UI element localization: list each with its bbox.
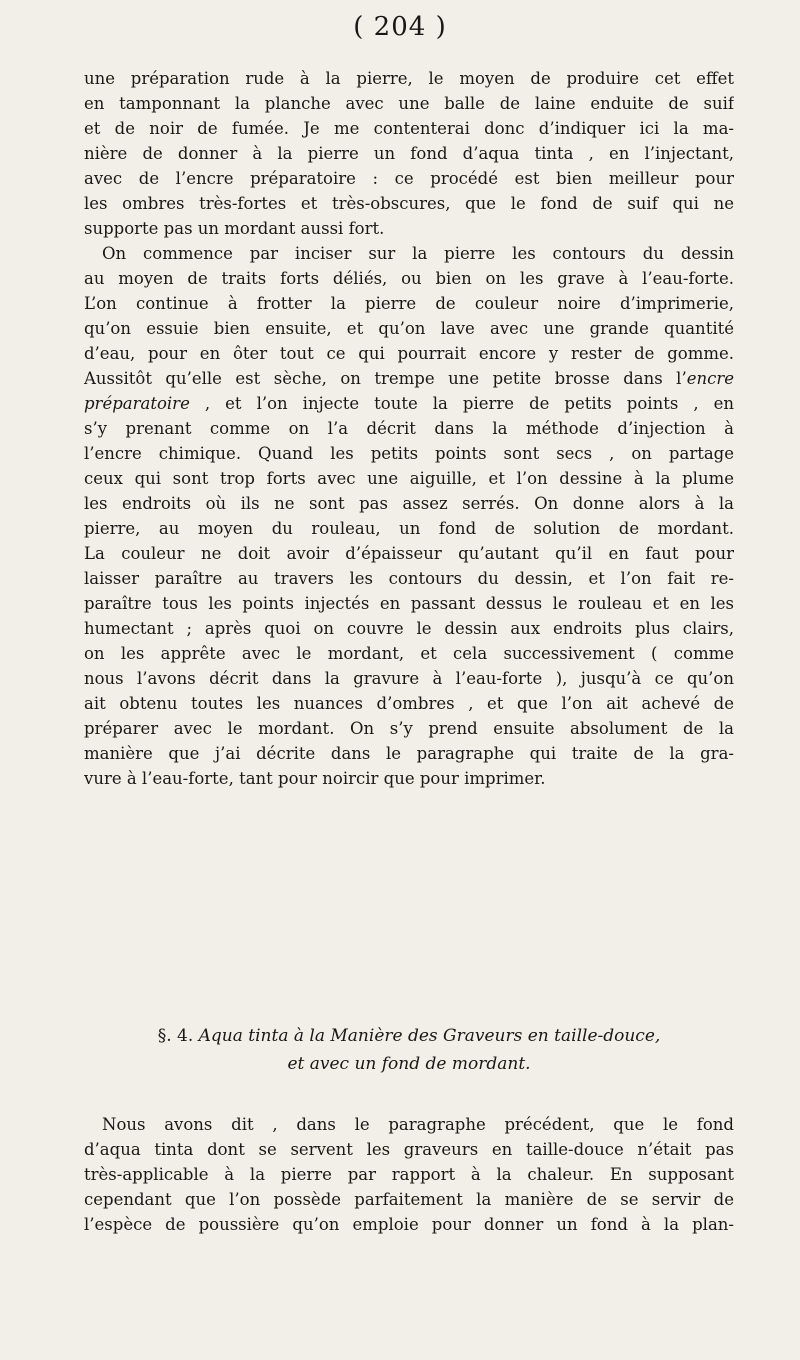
text-line: cependant que l’on possède parfaitement la manière de se servir de: [84, 1190, 734, 1209]
text-line: d’eau, pour en ôter tout ce qui pourrait encore y rester de gomme.: [84, 344, 734, 363]
text-line: s’y prenant comme on l’a décrit dans la méthode d’injection à: [84, 419, 734, 438]
text-line-mixed: [84, 366, 734, 391]
text-line: Nous avons dit , dans le paragraphe précédent, que le fond: [102, 1115, 734, 1134]
text-line: très-applicable à la pierre par rapport à la chaleur. En supposant: [84, 1165, 734, 1184]
text-line: humectant ; après quoi on couvre le dessin aux endroits plus clairs,: [84, 619, 734, 638]
section-number: §. 4.: [157, 1026, 194, 1046]
text-line: La couleur ne doit avoir d’épaisseur qu’autant qu’il en faut pour: [84, 544, 734, 563]
text-line: paraître tous les points injectés en passant dessus le rouleau et en les: [84, 594, 734, 613]
text-line: pierre, au moyen du rouleau, un fond de solution de mordant.: [84, 519, 734, 538]
section-heading-line1: [84, 1022, 734, 1050]
text-line: nous l’avons décrit dans la gravure à l’eau-forte ), jusqu’à ce qu’on: [84, 669, 734, 688]
text-line: vure à l’eau-forte, tant pour noircir que pour imprimer.: [84, 769, 546, 788]
text-line: en tamponnant la planche avec une balle de laine enduite de suif: [84, 94, 734, 113]
text-line: avec de l’encre préparatoire : ce procédé est bien meilleur pour: [84, 169, 734, 188]
text-line: L’on continue à frotter la pierre de couleur noire d’imprimerie,: [84, 294, 734, 313]
text-line-mixed: [84, 391, 734, 416]
text-line: ait obtenu toutes les nuances d’ombres , et que l’on ait achevé de: [84, 694, 734, 713]
text-line: préparer avec le mordant. On s’y prend ensuite absolument de la: [84, 719, 734, 738]
text-line: une préparation rude à la pierre, le moyen de produire cet effet: [84, 69, 734, 88]
body-text-lower: [84, 1112, 734, 1237]
italic-term: préparatoire: [84, 394, 190, 413]
text-line: supporte pas un mordant aussi fort.: [84, 219, 385, 238]
section-title: Aqua tinta à la Manière des Graveurs en taille-douce,: [198, 1026, 661, 1046]
italic-term: encre: [686, 369, 734, 388]
text-line: et de noir de fumée. Je me contenterai donc d’indiquer ici la ma-: [84, 119, 734, 138]
text-line: les endroits où ils ne sont pas assez serrés. On donne alors à la: [84, 494, 734, 513]
text-line: nière de donner à la pierre un fond d’aqua tinta , en l’injectant,: [84, 144, 734, 163]
page-number: ( 204 ): [353, 12, 447, 42]
text-line: ceux qui sont trop forts avec une aiguille, et l’on dessine à la plume: [84, 469, 734, 488]
text-line: l’espèce de poussière qu’on emploie pour donner un fond à la plan-: [84, 1215, 734, 1234]
section-heading-line2: et avec un fond de mordant.: [287, 1054, 531, 1074]
text-line: les ombres très-fortes et très-obscures, que le fond de suif qui ne: [84, 194, 734, 213]
text-line: On commence par inciser sur la pierre les contours du dessin: [102, 244, 734, 263]
text-line: on les apprête avec le mordant, et cela successivement ( comme: [84, 644, 734, 663]
text-line: d’aqua tinta dont se servent les graveurs en taille-douce n’était pas: [84, 1140, 734, 1159]
body-text-upper: [84, 66, 734, 791]
text-run: , et l’on injecte toute la pierre de petits points , en: [189, 394, 734, 413]
section-heading: [84, 1022, 734, 1078]
text-line: au moyen de traits forts déliés, ou bien on les grave à l’eau-forte.: [84, 269, 734, 288]
text-line: laisser paraître au travers les contours du dessin, et l’on fait re-: [84, 569, 734, 588]
text-line: qu’on essuie bien ensuite, et qu’on lave avec une grande quantité: [84, 319, 734, 338]
text-run: Aussitôt qu’elle est sèche, on trempe une petite brosse dans l’: [84, 369, 687, 388]
text-line: l’encre chimique. Quand les petits points sont secs , on partage: [84, 444, 734, 463]
text-line: manière que j’ai décrite dans le paragraphe qui traite de la gra-: [84, 744, 734, 763]
